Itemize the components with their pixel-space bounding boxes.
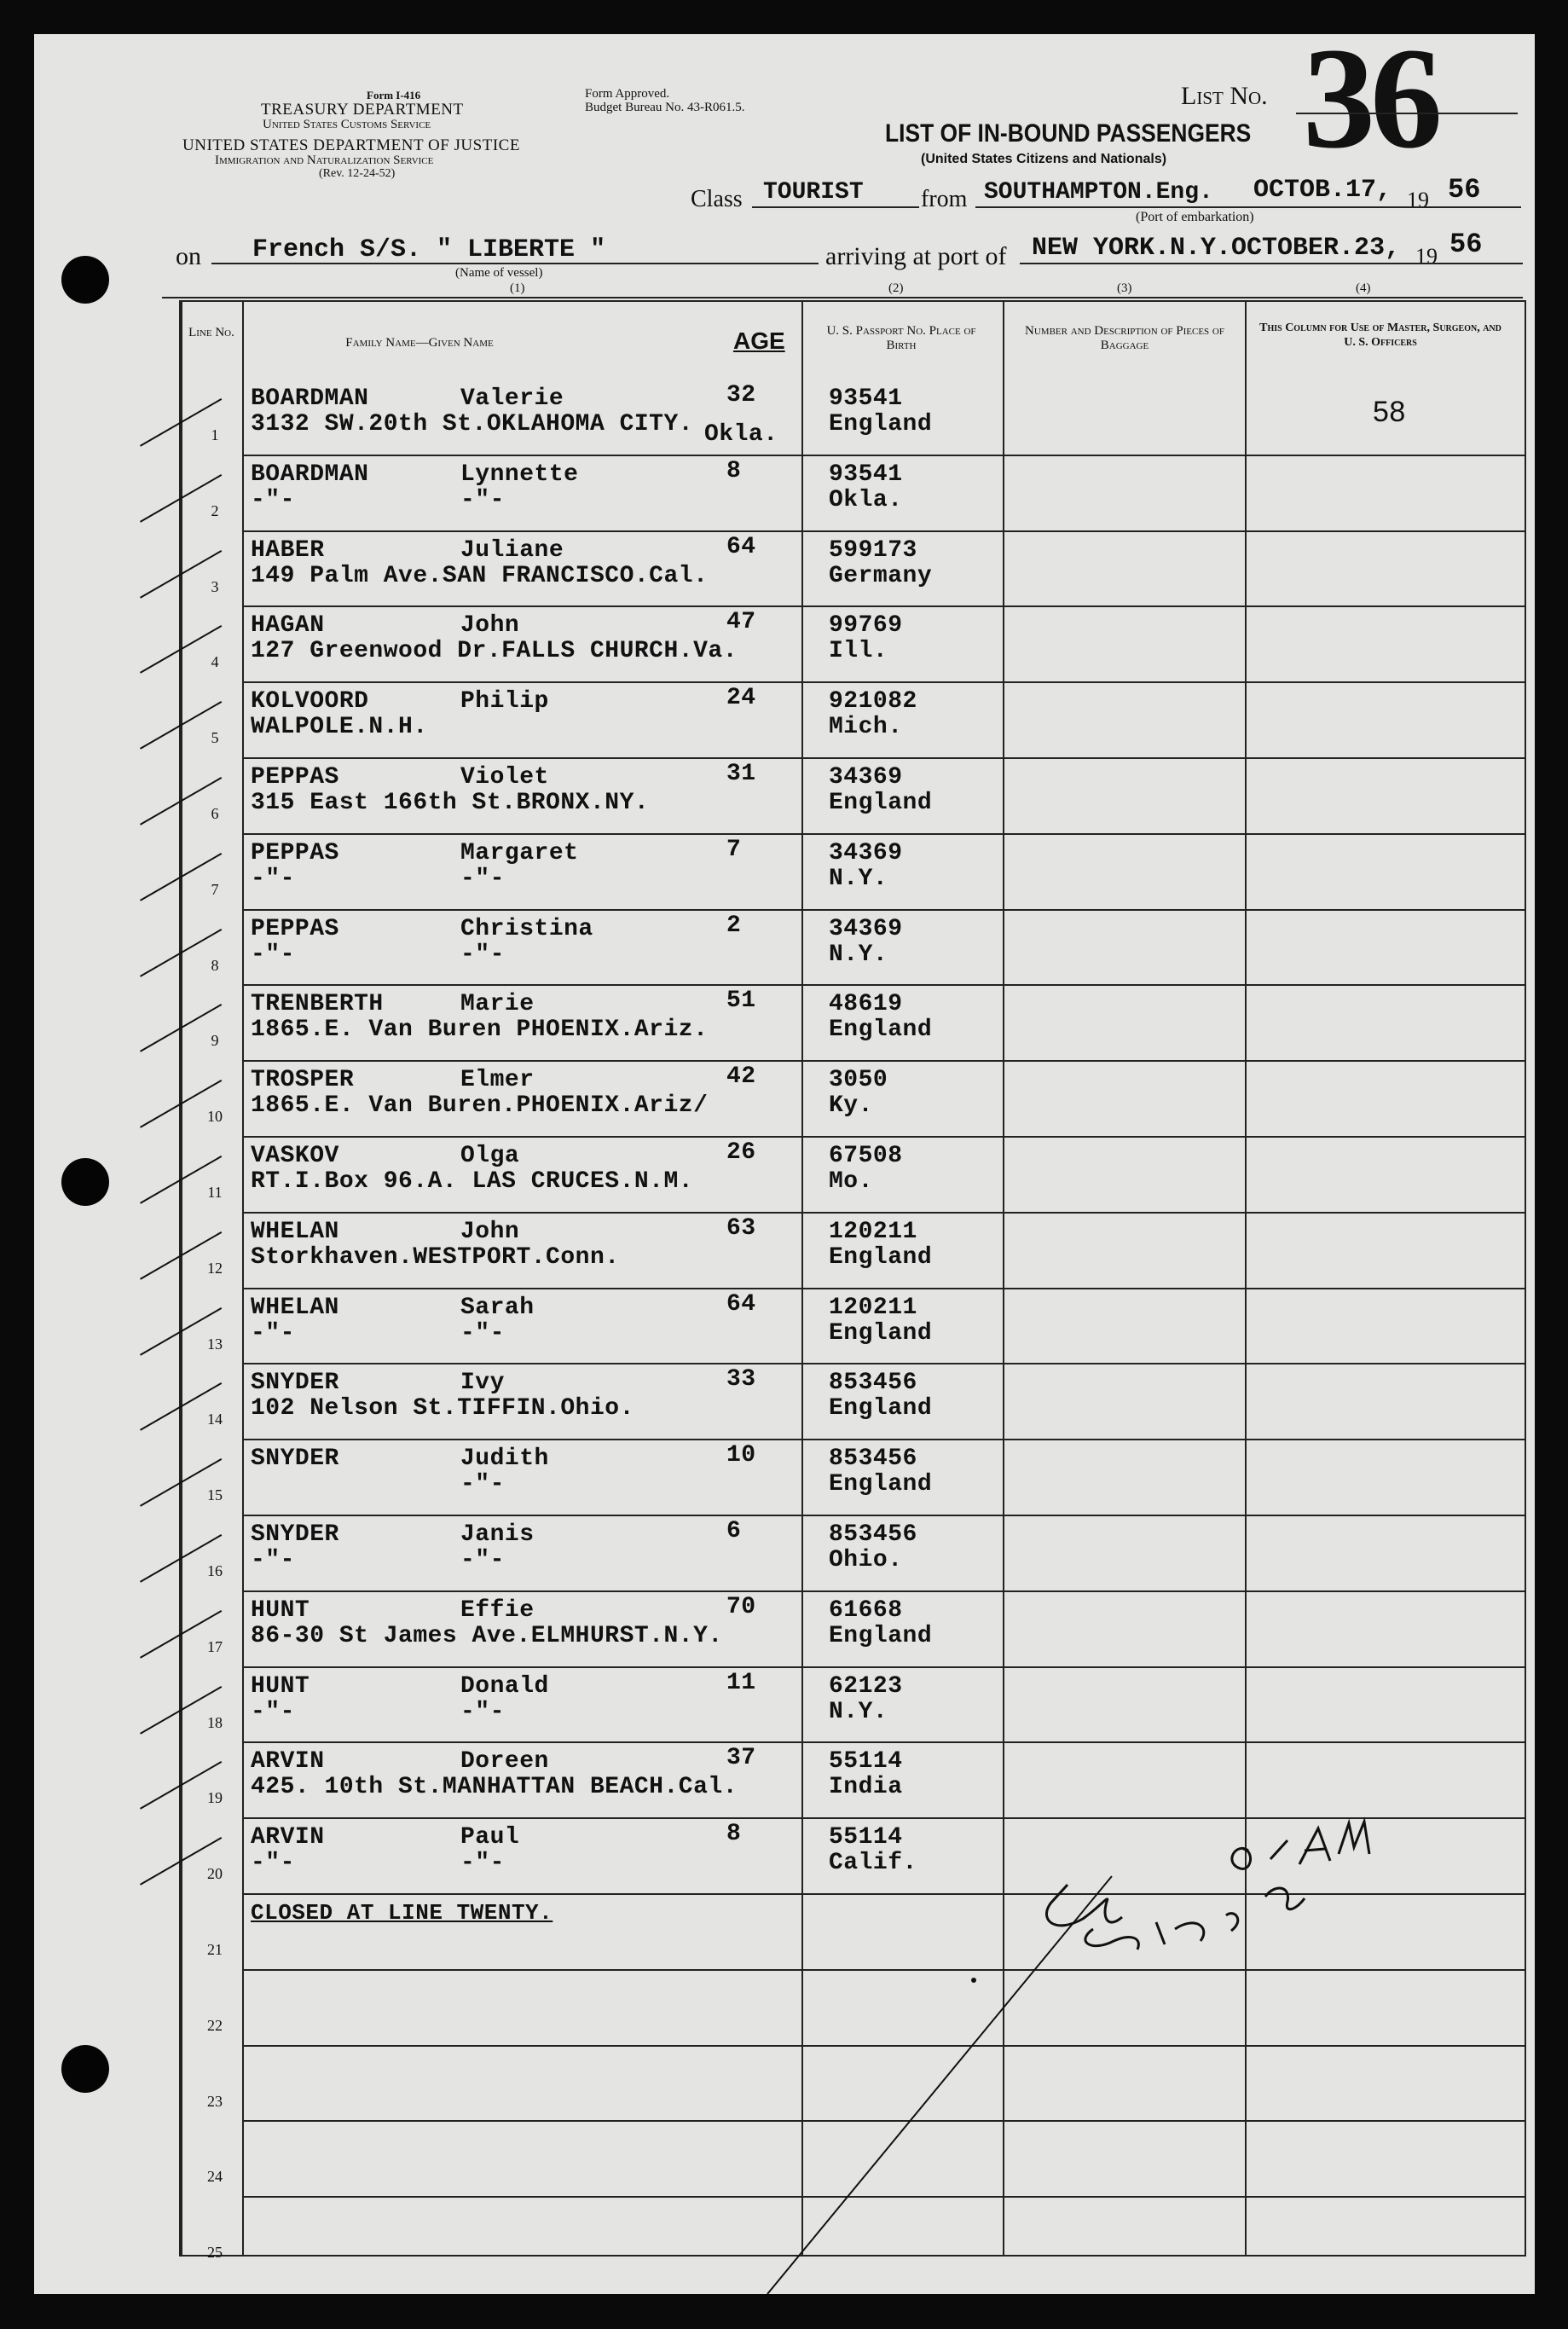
line-number: 14 [207, 1411, 223, 1428]
given-name: Effie [460, 1596, 535, 1624]
family-name: PEPPAS [251, 764, 339, 791]
list-number: 36 [1303, 18, 1438, 178]
place-of-birth: England [829, 1395, 933, 1422]
passport-number: 921082 [829, 688, 917, 716]
place-of-birth: England [829, 1319, 933, 1347]
age-value: 31 [726, 761, 756, 787]
passport-number: 120211 [829, 1218, 917, 1245]
arrival-year: 56 [1449, 229, 1483, 260]
line-number: 4 [211, 653, 219, 671]
line-number: 22 [207, 2016, 223, 2034]
given-name: Sarah [460, 1294, 535, 1321]
address: -"- [251, 941, 295, 968]
place-of-birth: England [829, 1471, 933, 1498]
arrival-port-date: NEW YORK.N.Y.OCTOBER.23, [1032, 234, 1401, 263]
age-value: 32 [726, 382, 756, 408]
passport-number: 93541 [829, 385, 903, 412]
age-value: 64 [726, 1290, 756, 1318]
col-number-3: (3) [1117, 281, 1132, 295]
line-number: 13 [207, 1335, 223, 1353]
age-value: 63 [726, 1214, 756, 1242]
family-name: ARVIN [251, 1748, 325, 1776]
class-value: TOURIST [763, 179, 864, 206]
passport-number: 853456 [829, 1445, 917, 1473]
given-name: Marie [460, 991, 535, 1018]
given-name: Violet [460, 764, 549, 791]
given-name: Lynnette [460, 461, 579, 488]
col-number-2: (2) [888, 281, 904, 295]
passport-number: 120211 [829, 1294, 917, 1321]
passport-number: 99769 [829, 612, 903, 640]
age-value: 51 [726, 988, 756, 1015]
given-ditto: -"- [460, 486, 505, 513]
passport-number: 62123 [829, 1672, 903, 1700]
header-name: Family Name—Given Name [345, 336, 494, 350]
justice-dept: UNITED STATES DEPARTMENT OF JUSTICE [182, 136, 520, 154]
given-ditto: -"- [460, 1471, 505, 1498]
address: 127 Greenwood Dr.FALLS CHURCH.Va. [251, 638, 738, 665]
address: WALPOLE.N.H. [251, 714, 428, 741]
given-ditto: -"- [460, 865, 505, 892]
given-ditto: -"- [460, 1319, 505, 1347]
family-name: HUNT [251, 1596, 310, 1624]
address: 1865.E. Van Buren.PHOENIX.Ariz/ [251, 1092, 709, 1120]
from-label: from [921, 186, 968, 212]
age-value: 47 [726, 609, 756, 636]
place-of-birth: Okla. [829, 486, 903, 513]
given-name: Margaret [460, 839, 579, 866]
family-name: HABER [251, 536, 325, 564]
address: RT.I.Box 96.A. LAS CRUCES.N.M. [251, 1168, 694, 1195]
header-passport: U. S. Passport No. Place of Birth [826, 324, 976, 352]
line-number: 15 [207, 1486, 223, 1504]
col-number-4: (4) [1356, 281, 1371, 295]
embark-year: 56 [1448, 174, 1481, 206]
age-value: 64 [726, 533, 756, 560]
family-name: SNYDER [251, 1521, 339, 1548]
passport-number: 48619 [829, 991, 903, 1018]
list-no-label: List No. [1181, 82, 1268, 110]
given-name: Juliane [460, 536, 564, 564]
line-number: 25 [207, 2244, 223, 2262]
line-number: 2 [211, 501, 219, 519]
line-number: 3 [211, 577, 219, 595]
customs-service: United States Customs Service [263, 118, 431, 131]
form-approved: Form Approved. [585, 87, 670, 101]
header-line-no: Line No. [188, 326, 234, 339]
age-value: 24 [726, 685, 756, 712]
family-name: PEPPAS [251, 839, 339, 866]
address: 149 Palm Ave.SAN FRANCISCO.Cal. [251, 562, 709, 589]
place-of-birth: India [829, 1774, 903, 1801]
page-title: LIST OF IN-BOUND PASSENGERS [885, 119, 1252, 148]
page-subtitle: (United States Citizens and Nationals) [921, 152, 1167, 166]
address: 425. 10th St.MANHATTAN BEACH.Cal. [251, 1774, 738, 1801]
family-name: SNYDER [251, 1445, 339, 1473]
line-number: 21 [207, 1941, 223, 1958]
passport-number: 55114 [829, 1748, 903, 1776]
given-name: Valerie [460, 385, 564, 412]
passport-number: 599173 [829, 536, 917, 564]
place-of-birth: N.Y. [829, 941, 888, 968]
line-number: 19 [207, 1789, 223, 1807]
passport-number: 93541 [829, 461, 903, 488]
place-of-birth: Mo. [829, 1168, 873, 1195]
place-of-birth: N.Y. [829, 1698, 888, 1725]
passport-number: 3050 [829, 1067, 888, 1094]
given-name: Doreen [460, 1748, 549, 1776]
address-line-2: Okla. [704, 421, 778, 448]
place-of-birth: England [829, 790, 933, 816]
age-value: 8 [726, 457, 742, 484]
age-value: 7 [726, 836, 742, 863]
on-label: on [176, 242, 201, 270]
family-name: BOARDMAN [251, 385, 369, 412]
officer-note: 58 [1373, 396, 1406, 428]
address: -"- [251, 1547, 295, 1573]
family-name: CLOSED AT LINE TWENTY. [251, 1900, 553, 1926]
place-of-birth: England [829, 411, 933, 437]
address: 102 Nelson St.TIFFIN.Ohio. [251, 1395, 634, 1422]
line-number: 23 [207, 2092, 223, 2110]
address: 1865.E. Van Buren PHOENIX.Ariz. [251, 1017, 709, 1044]
family-name: ARVIN [251, 1824, 325, 1851]
family-name: HUNT [251, 1672, 310, 1700]
arrival-year-prefix: 19 [1415, 244, 1438, 269]
family-name: VASKOV [251, 1143, 339, 1169]
family-name: BOARDMAN [251, 461, 369, 488]
passport-number: 34369 [829, 839, 903, 866]
given-name: Janis [460, 1521, 535, 1548]
age-value: 42 [726, 1063, 756, 1091]
place-of-birth: Mich. [829, 714, 903, 741]
age-value: 11 [726, 1669, 756, 1696]
year-prefix: 19 [1407, 188, 1429, 212]
address: -"- [251, 1319, 295, 1347]
line-number: 7 [211, 880, 219, 898]
passport-number: 34369 [829, 764, 903, 791]
address: 3132 SW.20th St.OKLAHOMA CITY. [251, 411, 694, 437]
given-name: Judith [460, 1445, 549, 1473]
punch-hole [61, 2045, 109, 2093]
age-value: 26 [726, 1139, 756, 1166]
line-number: 5 [211, 729, 219, 747]
passport-number: 853456 [829, 1521, 917, 1548]
address: -"- [251, 486, 295, 513]
place-of-birth: England [829, 1017, 933, 1044]
budget-bureau: Budget Bureau No. 43-R061.5. [585, 101, 745, 114]
revision: (Rev. 12-24-52) [319, 167, 396, 180]
given-ditto: -"- [460, 1850, 505, 1877]
given-ditto: -"- [460, 1547, 505, 1573]
passport-number: 61668 [829, 1596, 903, 1624]
embark-port: SOUTHAMPTON.Eng. [984, 179, 1213, 206]
given-name: Elmer [460, 1067, 535, 1094]
manifest-sheet [34, 18, 1535, 2294]
given-ditto: -"- [460, 1698, 505, 1725]
line-number: 6 [211, 805, 219, 822]
passport-number: 55114 [829, 1824, 903, 1851]
line-number: 9 [211, 1032, 219, 1050]
given-name: Paul [460, 1824, 520, 1851]
place-of-birth: England [829, 1243, 933, 1271]
line-number: 1 [211, 426, 219, 443]
age-value: 37 [726, 1745, 756, 1772]
address: -"- [251, 1698, 295, 1725]
family-name: WHELAN [251, 1218, 339, 1245]
arriving-label: arriving at port of [825, 242, 1007, 270]
family-name: TROSPER [251, 1067, 355, 1094]
place-of-birth: Germany [829, 562, 933, 589]
embark-date: OCTOB.17, [1253, 176, 1392, 205]
address: 315 East 166th St.BRONX.NY. [251, 790, 650, 816]
address: Storkhaven.WESTPORT.Conn. [251, 1243, 620, 1271]
address: -"- [251, 1850, 295, 1877]
given-name: John [460, 1218, 520, 1245]
line-number: 20 [207, 1865, 223, 1883]
header-age: AGE [733, 327, 785, 354]
family-name: HAGAN [251, 612, 325, 640]
line-number: 24 [207, 2168, 223, 2186]
place-of-birth: Calif. [829, 1850, 917, 1877]
class-label: Class [691, 186, 743, 212]
line-number: 17 [207, 1637, 223, 1655]
address: -"- [251, 865, 295, 892]
passport-number: 853456 [829, 1370, 917, 1397]
place-of-birth: N.Y. [829, 865, 888, 892]
ins-service: Immigration and Naturalization Service [215, 154, 434, 167]
punch-hole [61, 1158, 109, 1206]
line-number: 16 [207, 1562, 223, 1579]
age-value: 8 [726, 1821, 742, 1848]
line-number: 12 [207, 1259, 223, 1277]
given-name: Christina [460, 915, 593, 942]
given-name: Ivy [460, 1370, 505, 1397]
given-name: Olga [460, 1143, 520, 1169]
age-value: 6 [726, 1518, 742, 1544]
place-of-birth: Ohio. [829, 1547, 903, 1573]
age-value: 2 [726, 912, 742, 939]
passport-number: 34369 [829, 915, 903, 942]
place-of-birth: Ill. [829, 638, 888, 665]
passport-number: 67508 [829, 1143, 903, 1169]
family-name: PEPPAS [251, 915, 339, 942]
header-baggage: Number and Description of Pieces of Baggage [1025, 324, 1224, 352]
family-name: SNYDER [251, 1370, 339, 1397]
line-number: 8 [211, 956, 219, 974]
given-name: Donald [460, 1672, 549, 1700]
header-officers: This Column for Use of Master, Surgeon, and U. S. Officers [1259, 322, 1501, 349]
treasury-dept: TREASURY DEPARTMENT [261, 101, 464, 119]
address: 86-30 St James Ave.ELMHURST.N.Y. [251, 1622, 723, 1649]
age-value: 33 [726, 1366, 756, 1393]
given-name: Philip [460, 688, 549, 716]
vessel-caption: (Name of vessel) [455, 266, 543, 280]
age-value: 10 [726, 1442, 756, 1469]
family-name: TRENBERTH [251, 991, 384, 1018]
family-name: WHELAN [251, 1294, 339, 1321]
family-name: KOLVOORD [251, 688, 369, 716]
place-of-birth: England [829, 1622, 933, 1649]
age-value: 70 [726, 1593, 756, 1620]
line-number: 18 [207, 1713, 223, 1731]
line-number: 11 [207, 1184, 223, 1201]
given-ditto: -"- [460, 941, 505, 968]
punch-hole [61, 256, 109, 304]
vessel-name: French S/S. " LIBERTE " [252, 235, 606, 264]
form-number: Form I-416 [367, 89, 421, 101]
line-number: 10 [207, 1108, 223, 1126]
place-of-birth: Ky. [829, 1092, 873, 1120]
given-name: John [460, 612, 520, 640]
passenger-table [179, 300, 1526, 2262]
embark-caption: (Port of embarkation) [1136, 210, 1254, 224]
col-number-1: (1) [510, 281, 525, 295]
